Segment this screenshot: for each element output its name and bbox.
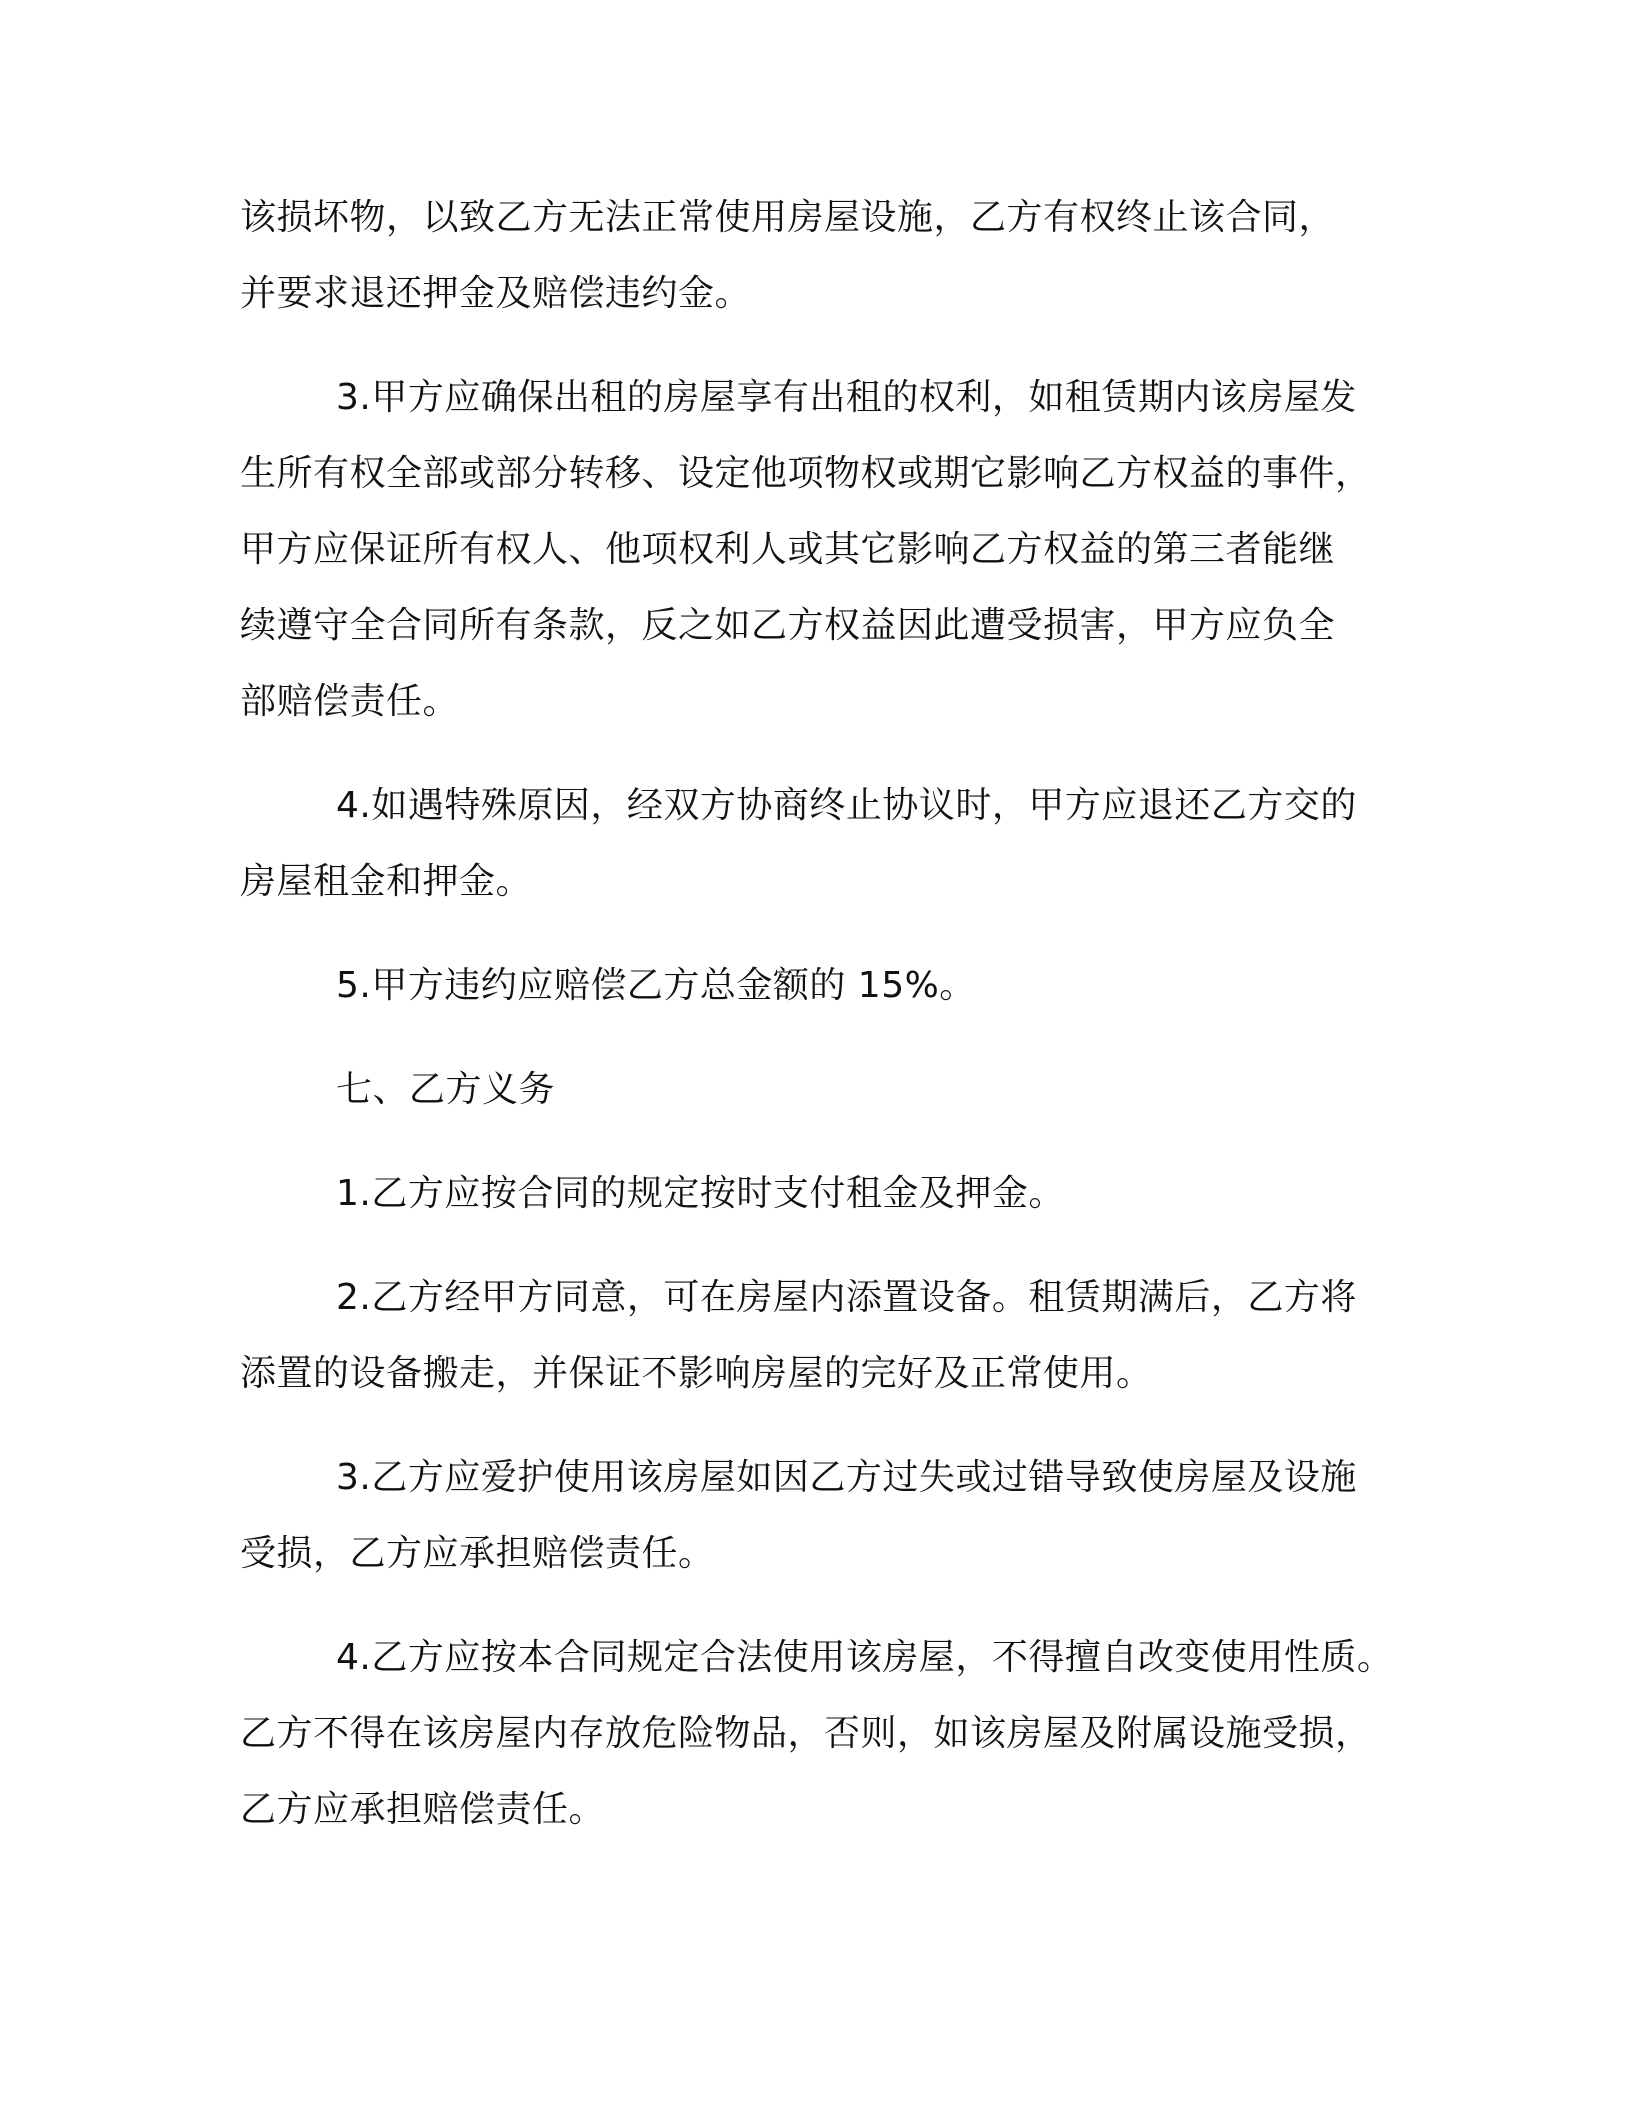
text-line: 受损，乙方应承担赔偿责任。 bbox=[240, 1533, 715, 1574]
text-line: 甲方应保证所有权人、他项权利人或其它影响乙方权益的第三者能继 bbox=[240, 529, 1336, 570]
paragraph-first-line: 3.甲方应确保出租的房屋享有出租的权利，如租赁期内该房屋发 bbox=[336, 377, 1357, 418]
section-heading: 七、乙方义务 bbox=[336, 1069, 556, 1110]
paragraph-first-line: 4.如遇特殊原因，经双方协商终止协议时，甲方应退还乙方交的 bbox=[336, 785, 1357, 826]
text-line: 添置的设备搬走，并保证不影响房屋的完好及正常使用。 bbox=[240, 1353, 1153, 1394]
text-line: 部赔偿责任。 bbox=[240, 681, 460, 722]
text-line: 乙方不得在该房屋内存放危险物品，否则，如该房屋及附属设施受损， bbox=[240, 1713, 1372, 1754]
paragraph-first-line: 2.乙方经甲方同意，可在房屋内添置设备。租赁期满后，乙方将 bbox=[336, 1277, 1357, 1318]
paragraph-first-line: 5.甲方违约应赔偿乙方总金额的 15%。 bbox=[336, 965, 976, 1006]
text-line: 续遵守全合同所有条款，反之如乙方权益因此遭受损害，甲方应负全 bbox=[240, 605, 1336, 646]
text-line: 房屋租金和押金。 bbox=[240, 861, 533, 902]
text-line: 乙方应承担赔偿责任。 bbox=[240, 1789, 606, 1830]
paragraph-first-line: 1.乙方应按合同的规定按时支付租金及押金。 bbox=[336, 1173, 1065, 1214]
text-line: 该损坏物，以致乙方无法正常使用房屋设施，乙方有权终止该合同， bbox=[240, 197, 1336, 238]
paragraph-first-line: 4.乙方应按本合同规定合法使用该房屋，不得擅自改变使用性质。 bbox=[336, 1637, 1394, 1678]
paragraph-first-line: 3.乙方应爱护使用该房屋如因乙方过失或过错导致使房屋及设施 bbox=[336, 1457, 1357, 1498]
text-line: 并要求退还押金及赔偿违约金。 bbox=[240, 273, 752, 314]
text-line: 生所有权全部或部分转移、设定他项物权或期它影响乙方权益的事件， bbox=[240, 453, 1372, 494]
